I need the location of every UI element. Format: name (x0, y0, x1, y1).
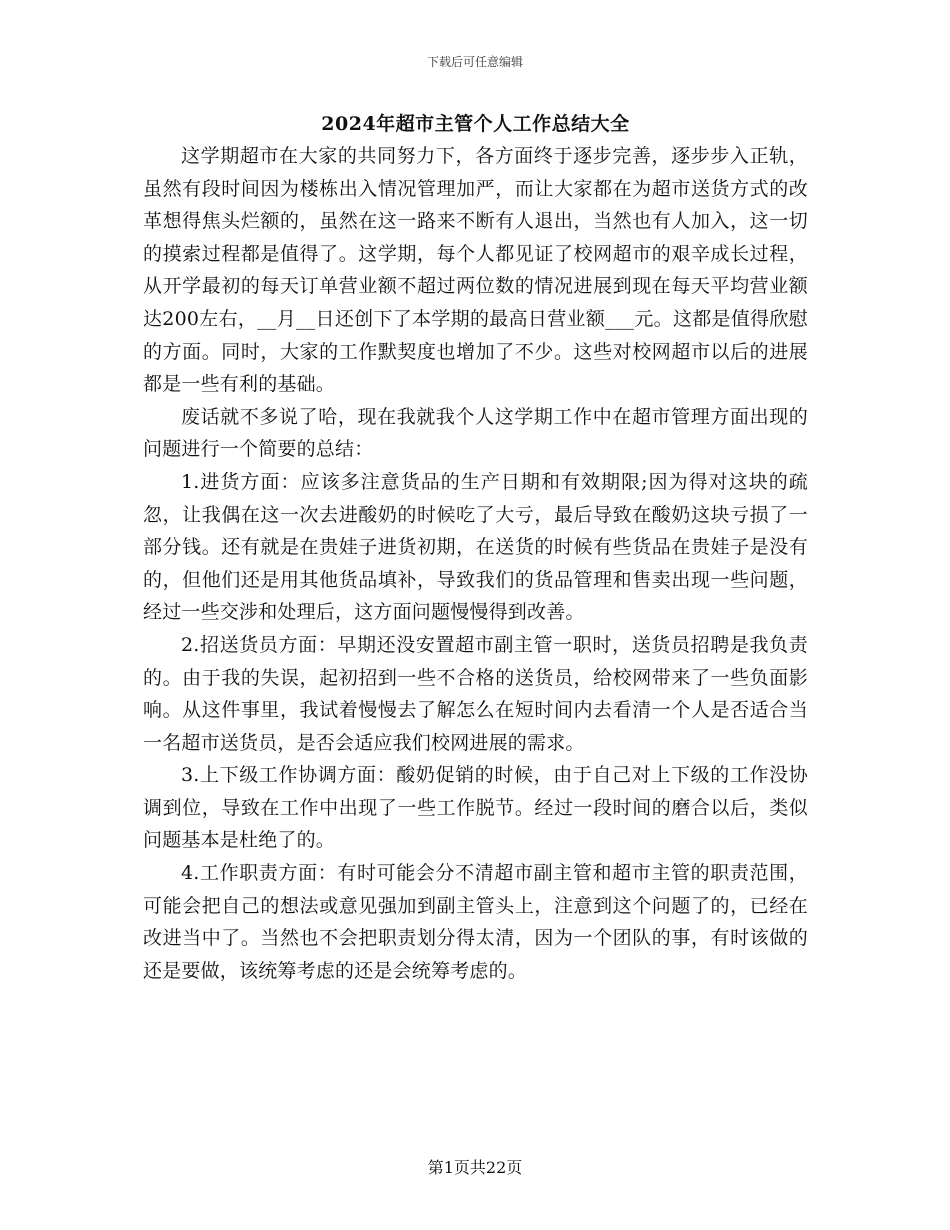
paragraph-responsibilities: 4.工作职责方面：有时可能会分不清超市副主管和超市主管的职责范围，可能会把自己的想法或意见强加到副主管头上，注意到这个问题了的，已经在改进当中了。当然也不会把职责划分得太清，因为一个团队的事，有时该做的还是要做，该统筹考虑的还是会统筹考虑的。 (143, 862, 808, 982)
page-header: 下载后可任意编辑 (426, 55, 523, 69)
paragraph-coordination: 3.上下级工作协调方面：酸奶促销的时候，由于自己对上下级的工作没协调到位，导致在工作中出现了一些工作脱节。经过一段时间的磨合以后，类似问题基本是杜绝了的。 (143, 764, 808, 852)
paragraph-intro: 这学期超市在大家的共同努力下，各方面终于逐步完善，逐步步入正轨，虽然有段时间因为楼栋出入情况管理加严，而让大家都在为超市送货方式的改革想得焦头烂额的，虽然在这一路来不断有人退出，当然也有人加入，这一切的摸索过程都是值得了。这学期，每个人都见证了校网超市的艰辛成长过程，从开学最初的每天订单营业额不超过两位数的情况进展到现在每天平均营业额达200左右，__月__日还创下了本学期的最高日营业额___元。这都是值得欣慰的方面。同时，大家的工作默契度也增加了不少。这些对校网超市以后的进展都是一些有利的基础。 (143, 145, 808, 396)
paragraph-summary-lead: 废话就不多说了哈，现在我就我个人这学期工作中在超市管理方面出现的问题进行一个简要的总结： (143, 405, 808, 461)
document-title: 2024年超市主管个人工作总结大全 (321, 113, 630, 135)
page-footer: 第1页共22页 (427, 1158, 523, 1177)
document-body (143, 108, 808, 987)
paragraph-purchasing: 1.进货方面：应该多注意货品的生产日期和有效期限;因为得对这块的疏忽，让我偶在这一次去进酸奶的时候吃了大亏，最后导致在酸奶这块亏损了一部分钱。还有就是在贵娃子进货初期，在送货的时候有些货品在贵娃子是没有的，但他们还是用其他货品填补，导致我们的货品管理和售卖出现一些问题，经过一些交涉和处理后，这方面问题慢慢得到改善。 (143, 470, 808, 624)
paragraph-recruiting: 2.招送货员方面：早期还没安置超市副主管一职时，送货员招聘是我负责的。由于我的失误，起初招到一些不合格的送货员，给校网带来了一些负面影响。从这件事里，我试着慢慢去了解怎么在短时间内去看清一个人是否适合当一名超市送货员，是否会适应我们校网进展的需求。 (143, 633, 808, 754)
